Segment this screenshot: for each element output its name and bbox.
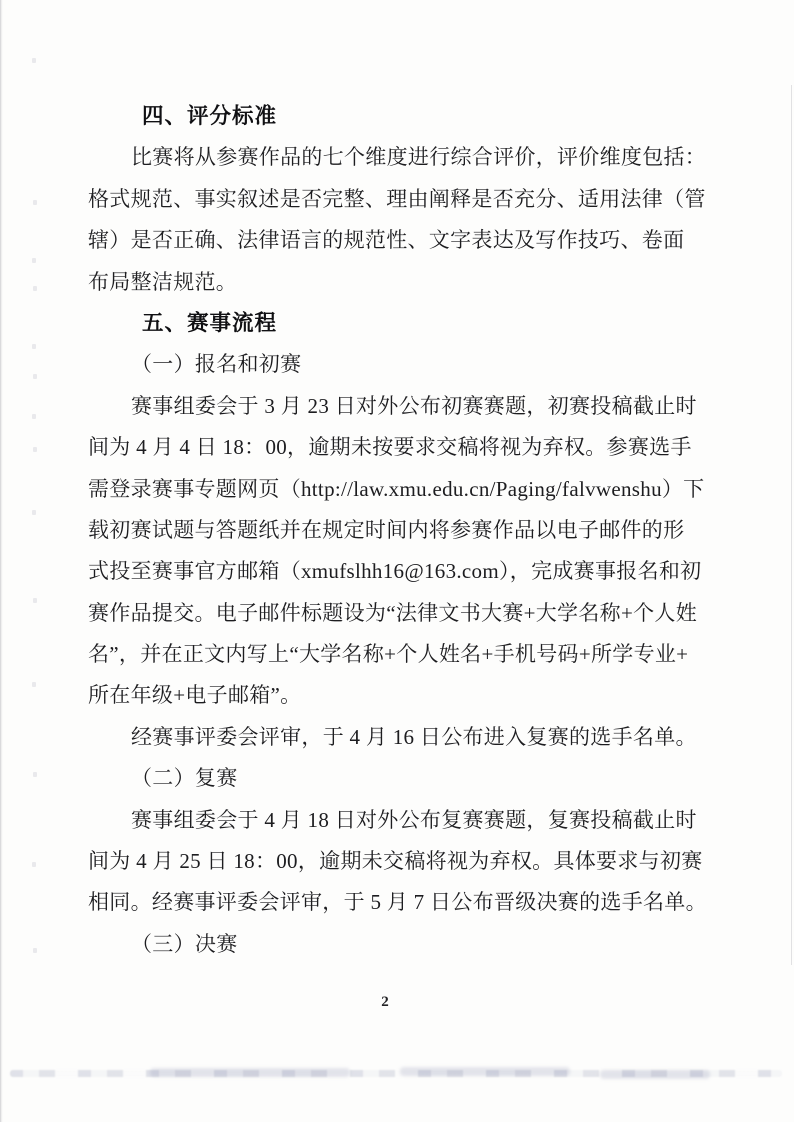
scan-speck [32, 510, 36, 515]
body-line: 辖）是否正确、法律语言的规范性、文字表达及写作技巧、卷面 [88, 228, 685, 253]
scan-speck [32, 682, 36, 687]
scan-speck [33, 286, 37, 291]
scan-speck [33, 598, 37, 603]
body-line: 格式规范、事实叙述是否完整、理由阐释是否充分、适用法律（管 [88, 186, 706, 211]
body-line: 经赛事评委会评审，于 4 月 16 日公布进入复赛的选手名单。 [131, 724, 697, 749]
scan-speck [32, 258, 36, 263]
scan-artifact-bottom-smudge [400, 1067, 570, 1076]
scan-speck [33, 200, 37, 205]
body-line: 比赛将从参赛作品的七个维度进行综合评价，评价维度包括： [131, 145, 707, 170]
body-line: 间为 4 月 4 日 18：00，逾期未按要求交稿将视为弃权。参赛选手 [88, 435, 692, 460]
body-line: 布局整洁规范。 [88, 269, 238, 294]
body-line: 所在年级+电子邮箱”。 [88, 683, 302, 708]
subsection-heading-semifinal: （二）复赛 [131, 766, 238, 791]
body-line: 相同。经赛事评委会评审，于 5 月 7 日公布晋级决赛的选手名单。 [88, 890, 707, 915]
body-line: 赛事组委会于 3 月 23 日对外公布初赛赛题，初赛投稿截止时 [131, 393, 697, 418]
scan-artifact-bottom-smudge [600, 1070, 710, 1079]
scan-speck [32, 58, 36, 63]
scan-speck [33, 447, 37, 452]
page-number: 2 [381, 994, 389, 1010]
body-line: 间为 4 月 25 日 18：00，逾期未交稿将视为弃权。具体要求与初赛 [88, 849, 703, 874]
section-heading-process: 五、赛事流程 [142, 310, 278, 335]
subsection-heading-preliminary: （一）报名和初赛 [131, 352, 302, 377]
scan-speck [33, 374, 37, 379]
section-heading-scoring: 四、评分标准 [142, 104, 278, 128]
scan-speck [32, 414, 36, 419]
body-line: 名”，并在正文内写上“大学名称+个人姓名+手机号码+所学专业+ [88, 642, 689, 667]
document-content [88, 96, 723, 965]
body-line-with-url: 需登录赛事专题网页（http://law.xmu.edu.cn/Paging/falvwenshu）下 [88, 476, 705, 501]
body-line: 载初赛试题与答题纸并在规定时间内将参赛作品以电子邮件的形 [88, 517, 685, 542]
scan-speck [33, 772, 37, 777]
scan-speck [33, 948, 37, 953]
scan-artifact-left-edge [0, 0, 3, 1122]
body-line: 赛事组委会于 4 月 18 日对外公布复赛赛题，复赛投稿截止时 [131, 807, 697, 832]
body-line: 赛作品提交。电子邮件标题设为“法律文书大赛+大学名称+个人姓 [88, 600, 698, 625]
scan-artifact-right-edge [791, 85, 792, 965]
scan-speck [32, 344, 36, 349]
subsection-heading-final: （三）决赛 [131, 931, 238, 956]
scan-speck [32, 862, 36, 867]
body-line-with-email: 式投至赛事官方邮箱（xmufslhh16@163.com），完成赛事报名和初 [88, 559, 702, 584]
scan-artifact-bottom-smudge [150, 1068, 350, 1077]
